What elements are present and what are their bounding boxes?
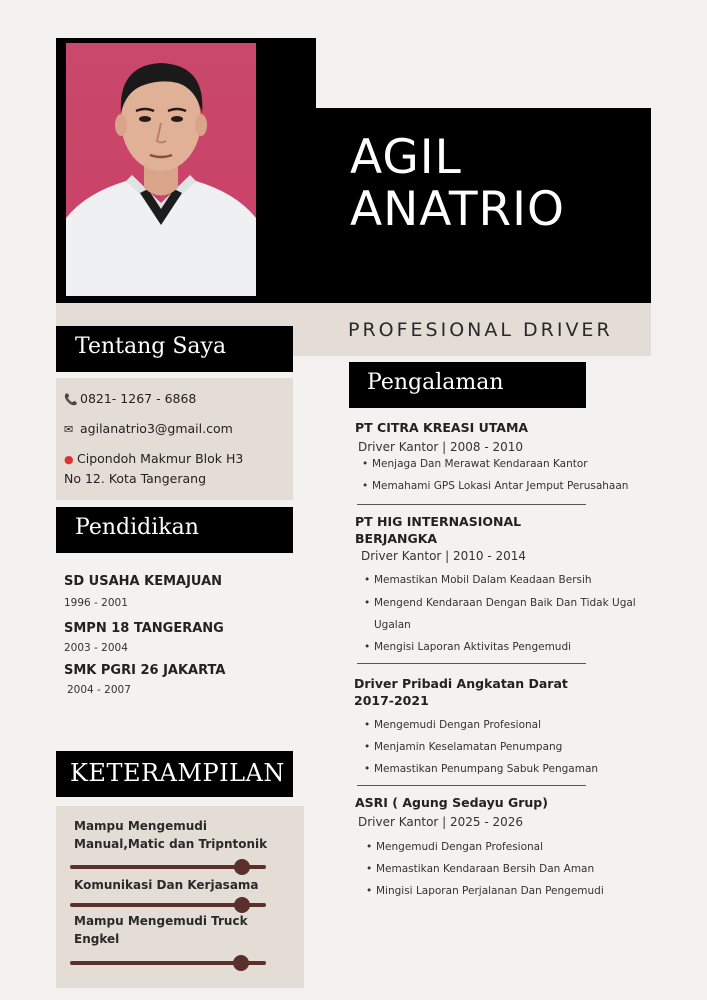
skill-label-line: Komunikasi Dan Kerjasama	[74, 878, 259, 892]
education-school: SD USAHA KEMAJUAN	[64, 574, 223, 589]
job-divider	[357, 504, 586, 505]
job-divider	[357, 663, 586, 664]
about-heading-text: Tentang Saya	[75, 334, 227, 359]
phone-value: 0821- 1267 - 6868	[80, 391, 197, 406]
skills-heading	[56, 751, 293, 797]
contact-phone	[64, 391, 196, 406]
contact-email	[64, 421, 233, 436]
email-value: agilanatrio3@gmail.com	[80, 421, 233, 436]
job-company: PT CITRA KREASI UTAMA	[355, 420, 529, 435]
education-years: 2003 - 2004	[64, 642, 128, 654]
about-heading	[56, 326, 293, 372]
job-duty: • Mengemudi Dengan Profesional	[376, 836, 543, 858]
job-divider	[357, 785, 586, 786]
job-duty: • Mingisi Laporan Perjalanan Dan Pengemudi	[376, 880, 604, 902]
skill-label	[74, 912, 248, 948]
email-icon: ✉	[64, 423, 74, 436]
profile-photo	[66, 43, 256, 296]
skill-label	[74, 817, 267, 853]
job-duty: • Mengemudi Dengan Profesional	[374, 714, 541, 736]
address-line1: Cipondoh Makmur Blok H3	[77, 451, 244, 466]
education-heading	[56, 507, 293, 553]
job-duty: • Menjaga Dan Merawat Kendaraan Kantor	[372, 453, 588, 475]
skill-label	[74, 876, 259, 894]
skill-label-line: Mampu Mengemudi Truck	[74, 914, 248, 928]
profile-role: PROFESIONAL DRIVER	[348, 319, 613, 341]
job-duty: • Memastikan Penumpang Sabuk Pengaman	[374, 758, 598, 780]
education-years: 2004 - 2007	[67, 684, 131, 696]
job-duty: • Menjamin Keselamatan Penumpang	[374, 736, 562, 758]
job-company	[355, 513, 521, 547]
skills-heading-text: KETERAMPILAN	[70, 759, 285, 787]
job-company-line: PT HIG INTERNASIONAL	[355, 514, 522, 529]
job-duty: • Mengisi Laporan Aktivitas Pengemudi	[374, 636, 571, 658]
profile-name	[350, 132, 650, 236]
profile-photo-illustration	[66, 43, 256, 296]
contact-address-2: No 12. Kota Tangerang	[64, 471, 207, 486]
skill-label-line: Manual,Matic dan Tripntonik	[74, 837, 268, 851]
job-company-line: BERJANGKA	[355, 531, 438, 546]
job-role: Driver Kantor | 2008 - 2010	[358, 440, 524, 454]
skill-slider-knob	[233, 955, 249, 971]
education-school: SMK PGRI 26 JAKARTA	[64, 663, 226, 678]
job-role: Driver Kantor | 2010 - 2014	[361, 549, 527, 563]
skill-label-line: Mampu Mengemudi	[74, 819, 207, 833]
phone-icon: 📞	[64, 393, 78, 406]
job-duty: • Memastikan Mobil Dalam Keadaan Bersih	[374, 569, 592, 591]
education-years: 1996 - 2001	[64, 597, 128, 609]
education-heading-text: Pendidikan	[75, 515, 199, 540]
skill-label-line: Engkel	[74, 932, 120, 946]
job-company-line: 2017-2021	[354, 693, 429, 708]
first-name: AGIL	[350, 130, 462, 185]
job-company: ASRI ( Agung Sedayu Grup)	[355, 795, 548, 810]
job-duty: • Memastikan Kendaraan Bersih Dan Aman	[376, 858, 594, 880]
location-pin-icon: ●	[64, 453, 74, 466]
job-company	[354, 675, 568, 709]
job-duty-continuation: Ugalan	[374, 619, 411, 631]
experience-heading	[349, 362, 586, 408]
job-role: Driver Kantor | 2025 - 2026	[358, 815, 524, 829]
job-duty: • Memahami GPS Lokasi Antar Jemput Perusahaan	[372, 475, 628, 497]
contact-address-1	[64, 451, 243, 466]
job-duty: • Mengend Kendaraan Dengan Baik Dan Tidak Ugal	[374, 592, 636, 614]
job-company-line: Driver Pribadi Angkatan Darat	[354, 676, 568, 691]
education-school: SMPN 18 TANGERANG	[64, 621, 224, 636]
experience-heading-text: Pengalaman	[367, 370, 504, 395]
last-name: ANATRIO	[350, 182, 566, 237]
